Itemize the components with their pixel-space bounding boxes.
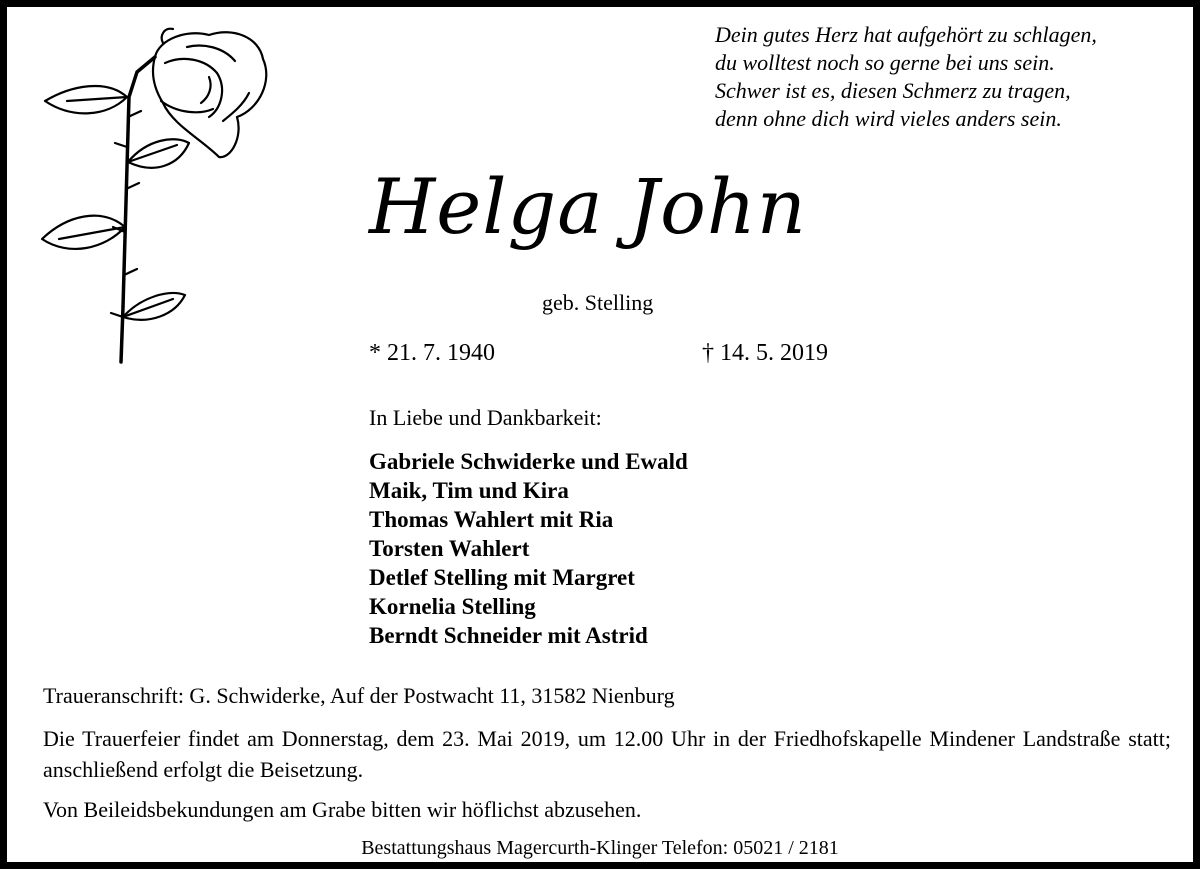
funeral-home-footer: Bestattungshaus Magercurth-Klinger Telefon: 05021 / 2181 <box>361 837 839 859</box>
mourner-name: Kornelia Stelling <box>369 594 536 619</box>
birth-name: geb. Stelling <box>542 290 654 315</box>
poem-line: Dein gutes Herz hat aufgehört zu schlagen, <box>715 22 1097 47</box>
poem-line: du wolltest noch so gerne bei uns sein. <box>715 50 1055 75</box>
mourner-name: Torsten Wahlert <box>369 536 530 561</box>
deceased-name: Helga John <box>369 162 807 251</box>
birth-date: * 21. 7. 1940 <box>369 340 495 366</box>
dedication: In Liebe und Dankbarkeit: <box>369 405 602 430</box>
poem-line: denn ohne dich wird vieles anders sein. <box>715 106 1062 131</box>
mourning-address: Traueranschrift: G. Schwiderke, Auf der Postwacht 11, 31582 Nienburg <box>43 683 675 708</box>
mourner-name: Detlef Stelling mit Margret <box>369 565 635 590</box>
mourner-name: Berndt Schneider mit Astrid <box>369 623 648 648</box>
rose-icon <box>37 17 277 367</box>
mourners-list <box>369 447 688 650</box>
death-date: † 14. 5. 2019 <box>702 340 828 366</box>
mourner-name: Maik, Tim und Kira <box>369 478 569 503</box>
funeral-details: Die Trauerfeier findet am Donnerstag, dem 23. Mai 2019, um 12.00 Uhr in der Friedhofskapelle Mindener Landstraße statt; anschließend erfolgt die Beisetzung. <box>43 726 1171 782</box>
poem-line: Schwer ist es, diesen Schmerz zu tragen, <box>715 78 1071 103</box>
mourner-name: Thomas Wahlert mit Ria <box>369 507 614 532</box>
mourner-name: Gabriele Schwiderke und Ewald <box>369 449 688 474</box>
condolence-request: Von Beileidsbekundungen am Grabe bitten wir höflichst abzusehen. <box>43 797 642 822</box>
poem <box>715 21 1185 133</box>
